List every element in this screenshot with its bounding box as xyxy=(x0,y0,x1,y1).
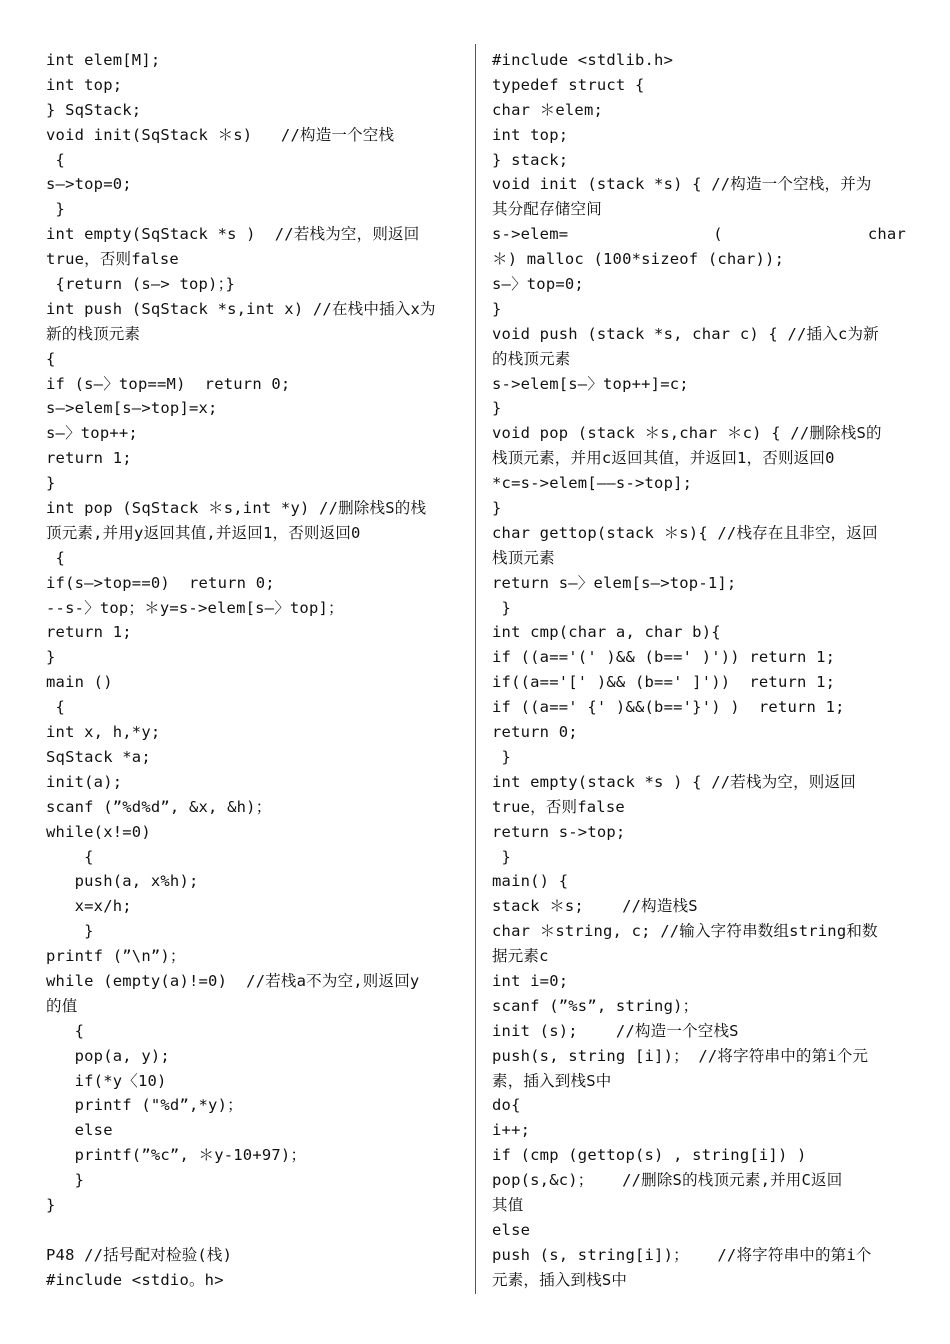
code-line: *c=s->elem[——s->top]; xyxy=(492,474,693,493)
code-line: int i=0; xyxy=(492,971,569,990)
code-line: printf(”%c”, ＊y-10+97)； xyxy=(46,1146,307,1165)
code-line: int x, h,*y; xyxy=(46,723,161,742)
code-line: int cmp(char a, char b){ xyxy=(492,623,721,642)
code-line: int elem[M]; xyxy=(46,51,161,69)
code-line: { xyxy=(46,548,66,567)
code-line: { xyxy=(46,698,66,717)
code-line: P48 //括号配对检验(栈) xyxy=(46,1245,233,1264)
code-line: if (s—〉top==M) return 0; xyxy=(46,374,291,393)
code-line: main () xyxy=(46,673,113,692)
code-line: char ＊string, c; //输入字符串数组string和数 xyxy=(492,922,878,941)
code-line: { xyxy=(46,349,56,368)
code-line: ＊) malloc (100*sizeof (char)); xyxy=(492,250,785,269)
code-line: init(a); xyxy=(46,772,123,791)
code-line: pop(s,&c)； //删除S的栈顶元素,并用C返回 xyxy=(492,1171,843,1190)
code-line: int push (SqStack *s,int x) //在栈中插入x为 xyxy=(46,299,436,318)
code-line: } xyxy=(46,1195,56,1214)
code-line: push(s, string [i])； //将字符串中的第i个元 xyxy=(492,1046,869,1065)
code-line: if(*y〈10) xyxy=(46,1071,167,1090)
code-line: } xyxy=(492,299,502,318)
code-line: int top; xyxy=(46,75,123,94)
code-line: #include <stdio。h> xyxy=(46,1270,224,1289)
code-line: typedef struct { xyxy=(492,75,645,94)
code-line: void init(SqStack ＊s) //构造一个空栈 xyxy=(46,125,395,144)
code-line: s—>elem[s—>top]=x; xyxy=(46,399,218,418)
code-line: } xyxy=(46,648,56,667)
code-line: SqStack *a; xyxy=(46,747,151,766)
code-line: 其分配存储空间 xyxy=(492,200,602,219)
code-line: { xyxy=(46,847,94,866)
code-line: return s—〉elem[s—>top-1]; xyxy=(492,573,737,592)
code-line: if (cmp (gettop(s) , string[i]) ) xyxy=(492,1146,807,1165)
code-line: 的栈顶元素 xyxy=(492,349,571,368)
code-line: while (empty(a)!=0) //若栈a不为空,则返回y xyxy=(46,971,420,990)
code-line: if ((a==' {' )&&(b=='}') ) return 1; xyxy=(492,698,845,717)
code-line: void init (stack *s) { //构造一个空栈，并为 xyxy=(492,175,872,194)
code-line: s->elem[s—〉top++]=c; xyxy=(492,374,689,393)
code-line: true，否则false xyxy=(46,250,179,269)
code-line: x=x/h; xyxy=(46,897,132,916)
code-line: else xyxy=(46,1121,113,1140)
code-line: return 1; xyxy=(46,623,132,642)
code-line: { xyxy=(46,150,66,169)
code-line xyxy=(46,1218,460,1243)
code-line: pop(a, y); xyxy=(46,1046,170,1065)
code-line: s—>top=0; xyxy=(46,175,132,194)
code-line: if((a=='[' )&& (b==' ]')) return 1; xyxy=(492,673,836,692)
code-line: } stack; xyxy=(492,150,569,169)
code-line: } xyxy=(492,847,512,866)
code-line: main() { xyxy=(492,872,569,891)
code-line: s—〉top=0; xyxy=(492,275,584,294)
code-line: scanf (”%d%d”, &x, &h)； xyxy=(46,797,272,816)
code-line: 元素，插入到栈S中 xyxy=(492,1270,628,1289)
code-line: return 1; xyxy=(46,449,132,468)
code-line: int pop (SqStack ＊s,int *y) //删除栈S的栈 xyxy=(46,499,427,518)
code-line: 顶元素,并用y返回其值,并返回1，否则返回0 xyxy=(46,523,361,542)
code-line: 其值 xyxy=(492,1195,524,1214)
code-line: } xyxy=(46,922,94,941)
code-line: return s->top; xyxy=(492,822,626,841)
code-line: int top; xyxy=(492,125,569,144)
code-line: do{ xyxy=(492,1096,521,1115)
code-line: while(x!=0) xyxy=(46,822,151,841)
code-line: s->elem= ( char xyxy=(492,225,906,244)
code-line: } xyxy=(492,598,512,617)
code-line: void pop (stack ＊s,char ＊c) { //删除栈S的 xyxy=(492,424,882,443)
code-line: 据元素c xyxy=(492,947,549,966)
code-line: 栈顶元素，并用c返回其值，并返回1，否则返回0 xyxy=(492,449,835,468)
code-line: 素，插入到栈S中 xyxy=(492,1071,612,1090)
code-line: 新的栈顶元素 xyxy=(46,324,141,343)
code-line: true，否则false xyxy=(492,797,625,816)
code-line: int empty(stack *s ) { //若栈为空，则返回 xyxy=(492,772,856,791)
code-line: push(a, x%h); xyxy=(46,872,199,891)
code-line: --s-〉top；＊y=s->elem[s—〉top]； xyxy=(46,598,344,617)
code-line: return 0; xyxy=(492,723,578,742)
code-line: 的值 xyxy=(46,996,78,1015)
code-line: scanf (”%s”, string)； xyxy=(492,996,699,1015)
code-line: s—〉top++; xyxy=(46,424,138,443)
code-line: void push (stack *s, char c) { //插入c为新 xyxy=(492,324,879,343)
code-line: } xyxy=(492,499,502,518)
code-line: } xyxy=(46,200,66,219)
code-line: } xyxy=(46,474,56,493)
code-line: printf ("%d”,*y)； xyxy=(46,1096,243,1115)
code-line: 栈顶元素 xyxy=(492,548,555,567)
code-line: #include <stdlib.h> xyxy=(492,51,674,69)
code-line: init (s); //构造一个空栈S xyxy=(492,1021,739,1040)
code-line: } xyxy=(492,399,502,418)
code-line: } SqStack; xyxy=(46,100,142,119)
code-line: if ((a=='(' )&& (b==' )')) return 1; xyxy=(492,648,836,667)
code-line: if(s—>top==0) return 0; xyxy=(46,573,275,592)
column-divider xyxy=(475,44,476,1294)
right-code-column xyxy=(492,48,906,1293)
left-code-column xyxy=(46,48,460,1293)
code-line: printf (”\n”)； xyxy=(46,947,186,966)
code-line: } xyxy=(492,747,512,766)
code-line: } xyxy=(46,1171,85,1190)
code-line: i++; xyxy=(492,1121,531,1140)
code-line: stack ＊s; //构造栈S xyxy=(492,897,698,916)
code-line: push (s, string[i])； //将字符串中的第i个 xyxy=(492,1245,872,1264)
code-line: char gettop(stack ＊s){ //栈存在且非空，返回 xyxy=(492,523,878,542)
code-line: char ＊elem; xyxy=(492,100,604,119)
code-line: {return (s—> top)；} xyxy=(46,275,236,294)
code-line: int empty(SqStack *s ) //若栈为空，则返回 xyxy=(46,225,420,244)
code-line: else xyxy=(492,1220,531,1239)
code-line: { xyxy=(46,1021,85,1040)
